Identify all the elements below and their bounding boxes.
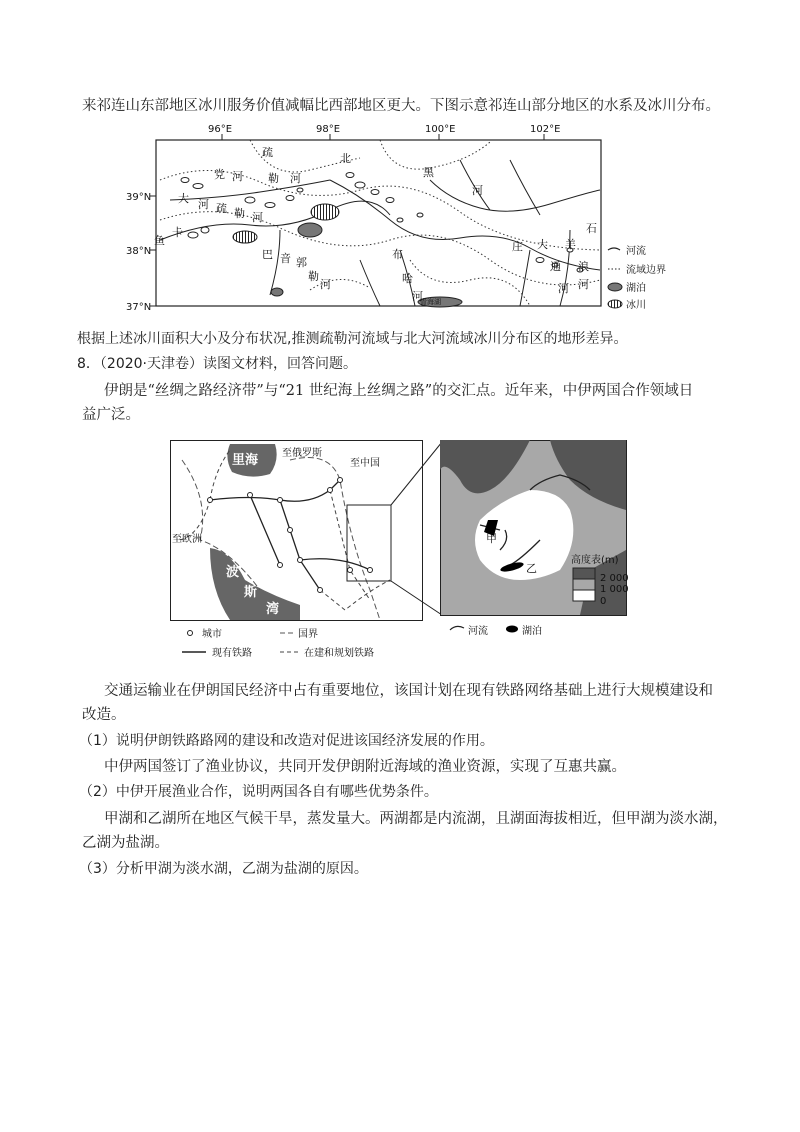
- map-char: 河: [472, 184, 483, 197]
- map-char: 河: [558, 282, 569, 295]
- elev-swatch: [573, 568, 595, 579]
- map-char: 布: [392, 248, 403, 261]
- lon-label: 102°E: [530, 124, 561, 135]
- lake-paragraph: 甲湖和乙湖所在地区气候干旱，蒸发量大。两湖都是内流湖，且湖面海拔相近，但甲湖为淡水湖，: [104, 811, 728, 827]
- map-char: 黑: [423, 166, 434, 179]
- lake-hala: [298, 223, 322, 237]
- caspian-label: 里海: [232, 453, 259, 468]
- lake-paragraph-cont: 乙湖为盐湖。: [82, 835, 169, 851]
- legend-planned-rail: 在建和规划铁路: [304, 648, 374, 659]
- map-char: 羊: [565, 238, 576, 251]
- gulf-label: 波: [226, 565, 240, 580]
- lat-label: 38°N: [126, 246, 152, 257]
- elev-swatch: [573, 579, 595, 590]
- intro-text: 来祁连山东部地区冰川服务价值减幅比西部地区更大。下图示意祁连山部分地区的水系及冰川分布。: [82, 98, 720, 114]
- elev-label: 2 000: [600, 573, 629, 584]
- map-char: 庄: [512, 240, 523, 253]
- map-char: 勒: [234, 207, 245, 220]
- map-char: 疏: [262, 146, 273, 159]
- map-frame: [156, 140, 601, 306]
- question-3: （3）分析甲湖为淡水湖，乙湖为盐湖的原因。: [79, 861, 368, 877]
- gulf-label: 斯: [244, 585, 258, 600]
- transport-paragraph-cont: 改造。: [82, 707, 126, 723]
- elev-title: 高度表(m): [571, 555, 619, 566]
- map-char: 河: [198, 198, 209, 211]
- intro-paragraph: 伊朗是“丝绸之路经济带”与“21 世纪海上丝绸之路”的交汇点。近年来，中伊两国合作领域日: [104, 383, 694, 399]
- legend-city: 城市: [202, 629, 222, 640]
- question-7-text: 根据上述冰川面积大小及分布状况,推测疏勒河流域与北大河流域冰川分布区的地形差异。: [77, 331, 628, 347]
- legend-river: 河流: [626, 246, 646, 257]
- legend-lake-symbol: [506, 626, 518, 633]
- inset-connector: [390, 440, 445, 620]
- label-to-europe: 至欧洲: [172, 534, 202, 545]
- question-1: （1）说明伊朗铁路路网的建设和改造对促进该国经济发展的作用。: [79, 733, 494, 749]
- label-to-russia: 至俄罗斯: [282, 448, 322, 459]
- map-char: 浪: [578, 260, 589, 273]
- map-legend: [608, 244, 666, 311]
- legend-lake: 湖泊: [522, 626, 542, 637]
- qilian-map: [126, 120, 695, 320]
- legend-lake: 湖泊: [626, 283, 646, 294]
- map-char: 河: [320, 278, 331, 291]
- legend-river-symbol: [450, 626, 464, 630]
- map-char: 青海湖: [420, 298, 441, 306]
- label-to-china: 至中国: [350, 458, 380, 469]
- map-char: 卡: [172, 226, 183, 239]
- map-char: 河: [578, 278, 589, 291]
- map-char: 大: [537, 238, 548, 251]
- fishery-paragraph: 中伊两国签订了渔业协议，共同开发伊朗附近海域的渔业资源，实现了互惠共赢。: [104, 759, 626, 775]
- legend-boundary: 流域边界: [626, 265, 666, 276]
- map-char: 郭: [296, 256, 307, 269]
- lon-label: 100°E: [425, 124, 456, 135]
- map-char: 河: [252, 211, 263, 224]
- label-lake-yi: 乙: [526, 562, 537, 575]
- map-char: 音: [280, 252, 291, 265]
- map-char: 鱼: [154, 234, 165, 247]
- lat-label: 39°N: [126, 192, 152, 203]
- map-char: 党: [214, 168, 225, 181]
- legend-glacier: 冰川: [626, 300, 646, 311]
- map-char: 河: [290, 172, 301, 185]
- map-char: 石: [586, 222, 597, 235]
- transport-paragraph: 交通运输业在伊朗国民经济中占有重要地位，该国计划在现有铁路网络基础上进行大规模建设和: [104, 683, 713, 699]
- map-char: 大: [178, 192, 189, 205]
- legend-border: 国界: [298, 629, 318, 640]
- map-char: 河: [232, 170, 243, 183]
- elev-label: 1 000: [600, 584, 629, 595]
- inset-elevation-map: [440, 440, 640, 640]
- map-char: 疏: [216, 202, 227, 215]
- legend-existing-rail: 现有铁路: [212, 648, 252, 659]
- lat-label: 37°N: [126, 302, 152, 313]
- question-8-header: 8．（2020·天津卷）读图文材料，回答问题。: [77, 356, 357, 372]
- map-char: 河: [412, 290, 423, 303]
- map-char: 勒: [308, 270, 319, 283]
- lake-small: [271, 288, 283, 296]
- map-frame: [171, 441, 423, 621]
- rail-map-legend: [182, 627, 374, 659]
- map-char: 巴: [262, 248, 273, 261]
- elev-label: 0: [600, 596, 607, 607]
- map-char: 勒: [268, 172, 279, 185]
- question-2: （2）中伊开展渔业合作，说明两国各自有哪些优势条件。: [79, 784, 438, 800]
- intro-paragraph-cont: 益广泛。: [82, 407, 140, 423]
- gulf-label: 湾: [266, 602, 280, 617]
- lon-label: 96°E: [208, 124, 233, 135]
- elev-swatch: [573, 590, 595, 601]
- map-char: 通: [550, 260, 561, 273]
- legend-river: 河流: [468, 626, 488, 637]
- label-lake-jia: 甲: [486, 532, 497, 545]
- map-char: 哈: [402, 272, 413, 285]
- map-char: 北: [340, 152, 351, 165]
- lon-label: 98°E: [316, 124, 341, 135]
